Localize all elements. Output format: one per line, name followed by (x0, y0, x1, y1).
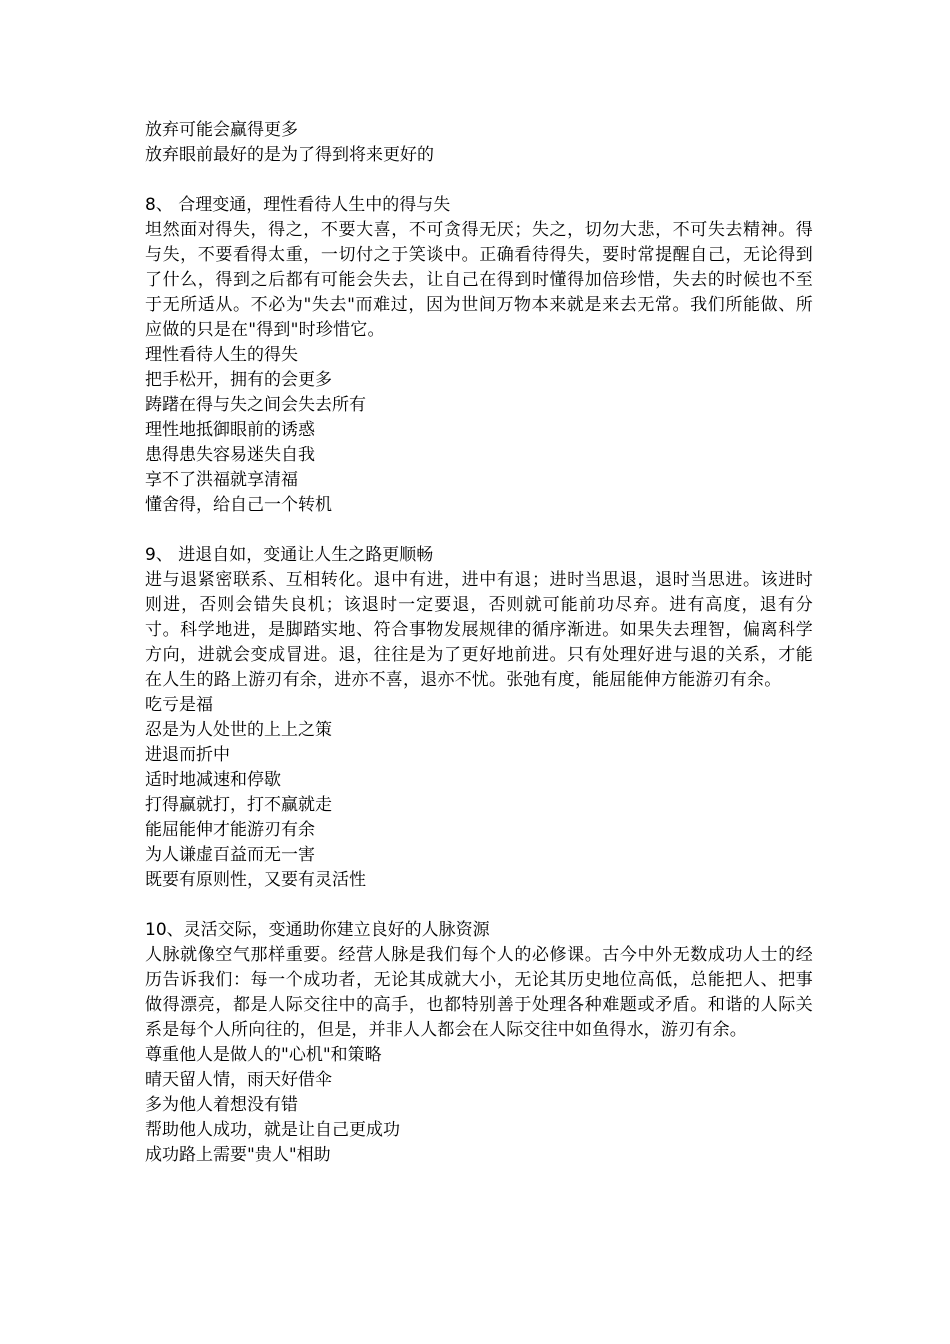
list-item: 吃亏是福 (145, 695, 213, 715)
section-8-paragraph: 坦然面对得失，得之，不要大喜，不可贪得无厌；失之，切勿大悲，不可失去精神。得与失，不要看得太重，一切付之于笑谈中。正确看待得失，要时常提醒自己，无论得到了什么，得到之后都有可能会失去，让自己在得到时懂得加倍珍惜，失去的时候也不至于无所适从。不必为"失去"而难过，因为世间万物本来就是来去无常。我们所能做、所应做的只是在"得到"时珍惜它。 (145, 220, 813, 340)
list-item: 能屈能伸才能游刃有余 (145, 820, 315, 840)
list-item: 理性看待人生的得失 (145, 345, 298, 365)
list-item: 为人谦虚百益而无一害 (145, 845, 315, 865)
list-item: 踌躇在得与失之间会失去所有 (145, 395, 366, 415)
section-9-paragraph: 进与退紧密联系、互相转化。退中有进，进中有退；进时当思退，退时当思进。该进时则进，否则会错失良机；该退时一定要退，否则就可能前功尽弃。进有高度，退有分寸。科学地进，是脚踏实地、符合事物发展规律的循序渐进。如果失去理智，偏离科学方向，进就会变成冒进。退，往往是为了更好地前进。只有处理好进与退的关系，才能在人生的路上游刃有余，进亦不喜，退亦不忧。张弛有度，能屈能伸方能游刃有余。 (145, 570, 813, 690)
section-number: 10、 (145, 920, 184, 940)
list-item: 打得赢就打，打不赢就走 (145, 795, 332, 815)
document-page (145, 118, 813, 1168)
spacer (145, 893, 813, 918)
spacer (145, 518, 813, 543)
section-number: 9、 (145, 545, 173, 565)
list-item: 帮助他人成功，就是让自己更成功 (145, 1120, 400, 1140)
list-item: 既要有原则性，又要有灵活性 (145, 870, 366, 890)
list-item: 享不了洪福就享清福 (145, 470, 298, 490)
list-item: 进退而折中 (145, 745, 230, 765)
list-item: 适时地减速和停歇 (145, 770, 281, 790)
section-10-paragraph: 人脉就像空气那样重要。经营人脉是我们每个人的必修课。古今中外无数成功人士的经历告诉我们：每一个成功者，无论其成就大小，无论其历史地位高低，总能把人、把事做得漂亮，都是人际交往中的高手，也都特别善于处理各种难题或矛盾。和谐的人际关系是每个人所向往的，但是，并非人人都会在人际交往中如鱼得水，游刃有余。 (145, 945, 813, 1040)
list-item: 患得患失容易迷失自我 (145, 445, 315, 465)
section-title: 灵活交际，变通助你建立良好的人脉资源 (183, 920, 490, 940)
list-item: 忍是为人处世的上上之策 (145, 720, 332, 740)
list-item: 理性地抵御眼前的诱惑 (145, 420, 315, 440)
section-9-heading (145, 543, 813, 568)
spacer (145, 168, 813, 193)
list-item: 懂舍得，给自己一个转机 (145, 495, 332, 515)
list-item: 成功路上需要"贵人"相助 (145, 1145, 331, 1165)
section-8-heading (145, 193, 813, 218)
section-title: 进退自如，变通让人生之路更顺畅 (172, 545, 434, 565)
intro-line: 放弃可能会赢得更多 (145, 120, 298, 140)
section-number: 8、 (145, 195, 173, 215)
list-item: 把手松开，拥有的会更多 (145, 370, 332, 390)
section-10-heading (145, 918, 813, 943)
intro-line: 放弃眼前最好的是为了得到将来更好的 (145, 145, 434, 165)
list-item: 多为他人着想没有错 (145, 1095, 298, 1115)
list-item: 尊重他人是做人的"心机"和策略 (145, 1045, 382, 1065)
list-item: 晴天留人情，雨天好借伞 (145, 1070, 332, 1090)
section-title: 合理变通，理性看待人生中的得与失 (172, 195, 451, 215)
